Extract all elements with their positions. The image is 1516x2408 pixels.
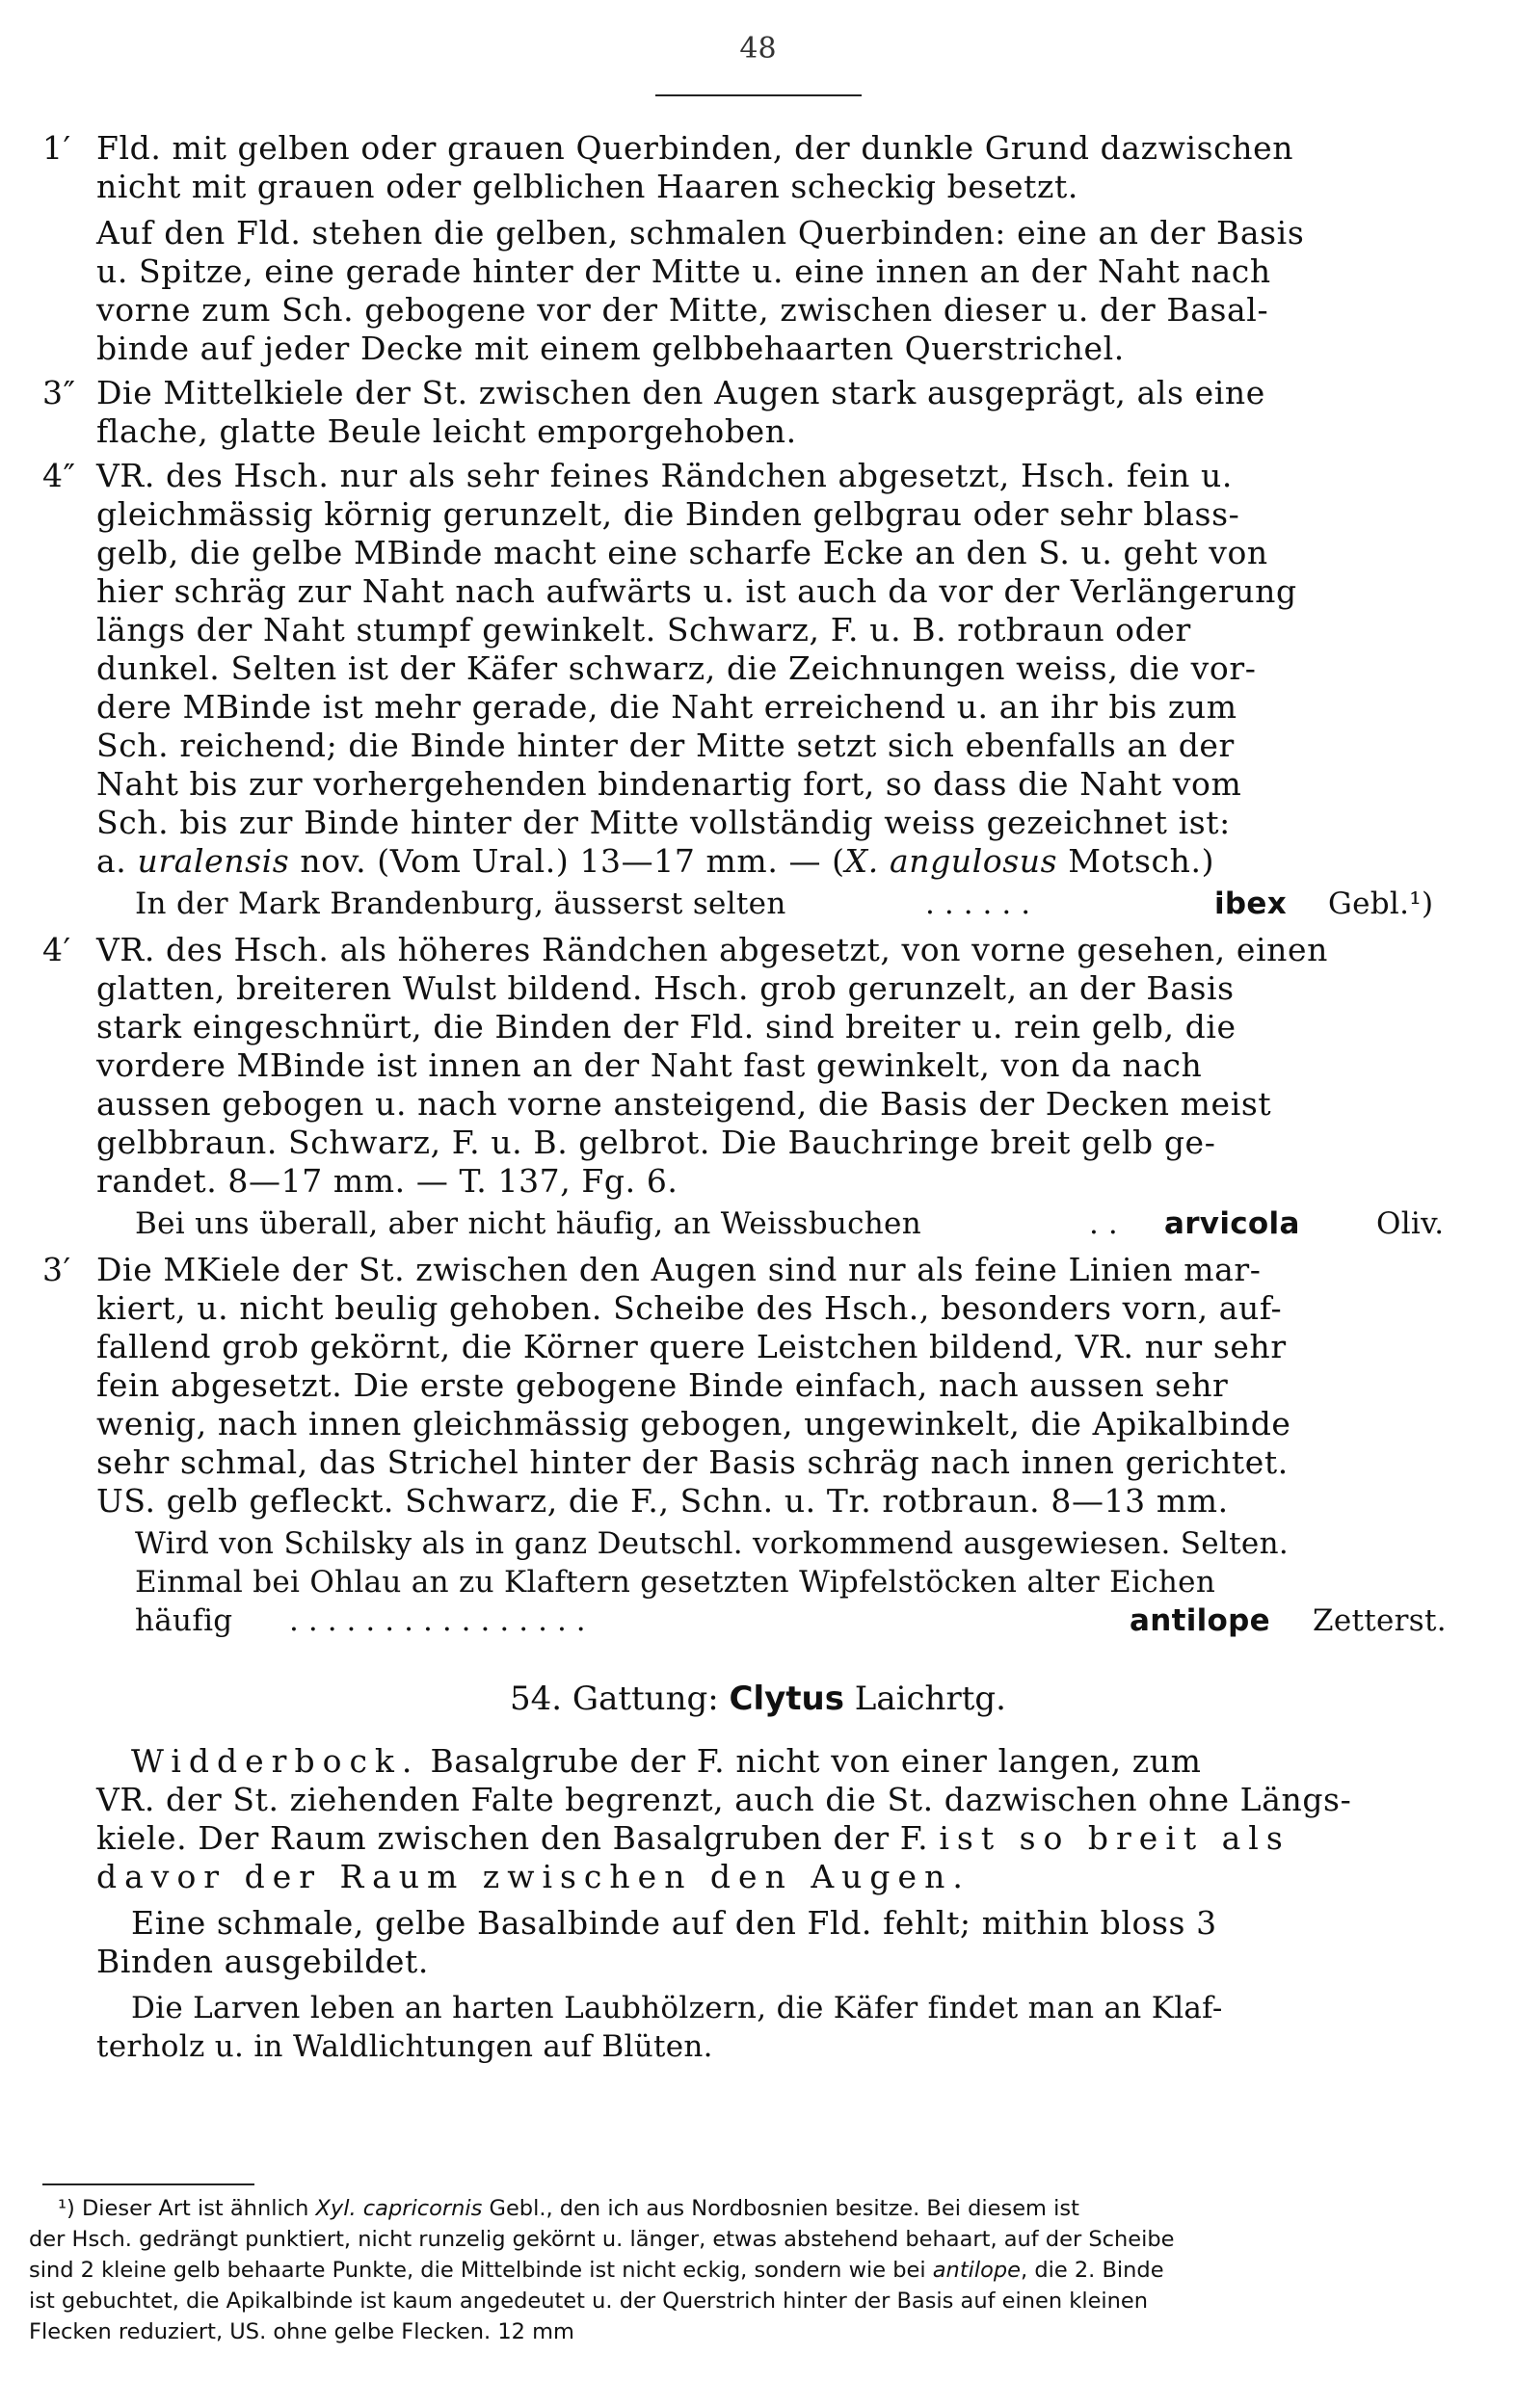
text: stark eingeschnürt, die Binden der Fld. sind breiter u. rein gelb, die — [96, 1008, 1237, 1045]
text: terholz u. in Waldlichtungen auf Blüten. — [96, 2029, 713, 2064]
text-line — [0, 1251, 1516, 1289]
leader-dots: .. — [1089, 1206, 1128, 1241]
text: ¹) Dieser Art ist ähnlich — [58, 2196, 316, 2221]
footnote-line — [0, 2255, 1516, 2286]
text — [96, 1819, 1290, 1858]
spaced-text: ist so breit als — [939, 1819, 1290, 1857]
text-line — [0, 885, 1516, 923]
leader-dots: ...... — [925, 886, 1041, 921]
text-line — [0, 1943, 1516, 1981]
text-line — [0, 1904, 1516, 1943]
text-line — [0, 727, 1516, 765]
text: aussen gebogen u. nach vorne ansteigend, die Basis der Decken meist — [96, 1085, 1272, 1123]
text-line — [0, 1204, 1516, 1243]
text-line — [0, 168, 1516, 206]
text: Der Raum zwischen den Basalgruben der F. — [198, 1819, 929, 1857]
text: ist gebuchtet, die Apikalbinde ist kaum angedeutet u. der Querstrich hinter der Basis auf einen kleinen — [29, 2289, 1149, 2314]
text: wenig, nach innen gleichmässig gebogen, ungewinkelt, die Apikalbinde — [96, 1405, 1291, 1442]
text: Fld. mit gelben oder grauen Querbinden, der dunkle Grund dazwischen — [96, 129, 1294, 167]
text-line — [0, 969, 1516, 1008]
text: Binden ausgebildet. — [96, 1943, 430, 1980]
text — [131, 1742, 1202, 1781]
text: VR. des Hsch. als höheres Rändchen abgesetzt, von vorne gesehen, einen — [96, 931, 1328, 968]
text — [58, 2193, 1079, 2224]
text-line — [0, 252, 1516, 291]
text: Gebl., den ich aus Nordbosnien besitze. Bei diesem ist — [482, 2196, 1079, 2221]
genus-author: Laichrtg. — [854, 1680, 1006, 1718]
key-marker: 4′ — [42, 931, 71, 968]
text-line — [0, 1989, 1516, 2027]
text-line — [0, 2027, 1516, 2066]
text: Wird von Schilsky als in ganz Deutschl. vorkommend ausgewiesen. Selten. — [135, 1526, 1289, 1561]
text: , die 2. Binde — [1021, 2258, 1164, 2283]
text: randet. 8—17 mm. — T. 137, Fg. 6. — [96, 1162, 678, 1200]
text-line — [0, 214, 1516, 252]
text — [29, 2255, 1164, 2286]
species-name: ibex — [1214, 886, 1288, 921]
text-line — [0, 611, 1516, 649]
synonym-italic: X. angulosus — [844, 842, 1058, 880]
text-line — [0, 330, 1516, 368]
text: hier schräg zur Naht nach aufwärts u. ist auch da vor der Verlängerung — [96, 572, 1297, 610]
text: Die Mittelkiele der St. zwischen den Augen stark ausgeprägt, als eine — [96, 374, 1265, 411]
genus-name: Clytus — [729, 1680, 844, 1718]
text-line — [0, 495, 1516, 534]
text-line — [0, 1601, 1516, 1640]
text-line — [0, 1124, 1516, 1162]
text: vordere MBinde ist innen an der Naht fast gewinkelt, von da nach — [96, 1046, 1203, 1084]
text-line — [0, 374, 1516, 412]
text-line — [0, 1482, 1516, 1521]
footnote-line — [0, 2286, 1516, 2316]
text-line — [0, 291, 1516, 330]
text-line — [0, 1819, 1516, 1858]
text-line — [0, 1366, 1516, 1405]
text: vorne zum Sch. gebogene vor der Mitte, zwischen dieser u. der Basal- — [96, 291, 1269, 329]
text: nicht mit grauen oder gelblichen Haaren scheckig besetzt. — [96, 168, 1078, 205]
text: nov. (Vom Ural.) 13—17 mm. — ( — [289, 842, 845, 880]
text: Motsch.) — [1057, 842, 1215, 880]
text-line — [0, 1008, 1516, 1046]
species-name-italic: antilope — [932, 2258, 1022, 2283]
text: In der Mark Brandenburg, äusserst selten — [135, 886, 786, 921]
spaced-text: davor der Raum zwischen den Augen. — [96, 1858, 971, 1895]
text: Einmal bei Ohlau an zu Klaftern gesetzten Wipfelstöcken alter Eichen — [135, 1565, 1216, 1600]
text-line — [0, 1443, 1516, 1482]
text-line — [0, 804, 1516, 842]
text: US. gelb gefleckt. Schwarz, die F., Schn. u. Tr. rotbraun. 8—13 mm. — [96, 1482, 1229, 1520]
text: fallend grob gekörnt, die Körner quere Leistchen bildend, VR. nur sehr — [96, 1328, 1287, 1365]
text: Bei uns überall, aber nicht häufig, an Weissbuchen — [135, 1206, 921, 1241]
text: VR. der St. ziehenden Falte begrenzt, auch die St. dazwischen ohne Längs- — [96, 1781, 1352, 1818]
footnote-line — [0, 2224, 1516, 2255]
text: binde auf jeder Decke mit einem gelbbehaarten Querstrichel. — [96, 330, 1125, 367]
text-line — [0, 1162, 1516, 1201]
text-line — [0, 1046, 1516, 1085]
text-line — [0, 572, 1516, 611]
text: häufig — [135, 1603, 233, 1638]
text: gelbbraun. Schwarz, F. u. B. gelbrot. Die Bauchringe breit gelb ge- — [96, 1124, 1216, 1161]
text-line — [0, 1563, 1516, 1601]
text-line — [0, 1328, 1516, 1366]
text-line — [0, 1781, 1516, 1819]
text-line — [0, 1289, 1516, 1328]
text-line — [0, 457, 1516, 495]
text-line — [0, 534, 1516, 572]
text: VR. des Hsch. nur als sehr feines Rändchen abgesetzt, Hsch. fein u. — [96, 457, 1233, 494]
genus-prefix: 54. Gattung: — [510, 1680, 719, 1718]
species-author: Gebl.¹) — [1328, 886, 1434, 921]
text: gelb, die gelbe MBinde macht eine scharfe Ecke an den S. u. geht von — [96, 534, 1268, 571]
text-line — [0, 931, 1516, 969]
text-line — [0, 129, 1516, 168]
text: Basalgrube der F. nicht von einer langen, zum — [430, 1742, 1202, 1780]
text-line — [0, 688, 1516, 727]
header-rule — [655, 94, 862, 96]
text: dunkel. Selten ist der Käfer schwarz, die Zeichnungen weiss, die vor- — [96, 649, 1257, 687]
text: glatten, breiteren Wulst bildend. Hsch. grob gerunzelt, an der Basis — [96, 969, 1235, 1007]
genus-heading — [0, 1679, 1516, 1719]
footnote-rule — [42, 2183, 254, 2185]
text-line — [0, 1405, 1516, 1443]
text: kiert, u. nicht beulig gehoben. Scheibe des Hsch., besonders vorn, auf- — [96, 1289, 1283, 1327]
text: u. Spitze, eine gerade hinter der Mitte u. eine innen an der Naht nach — [96, 252, 1271, 290]
text-line — [0, 412, 1516, 451]
text: Die MKiele der St. zwischen den Augen sind nur als feine Linien mar- — [96, 1251, 1262, 1288]
footnote-line — [0, 2316, 1516, 2347]
text: Eine schmale, gelbe Basalbinde auf den Fld. fehlt; mithin bloss 3 — [131, 1904, 1217, 1942]
text: flache, glatte Beule leicht emporgehoben. — [96, 412, 797, 450]
text: a. — [96, 842, 138, 880]
common-name-spaced: Widderbock. — [131, 1742, 420, 1780]
text-line — [0, 1858, 1516, 1896]
text: Flecken reduziert, US. ohne gelbe Flecken. 12 mm — [29, 2319, 574, 2344]
key-marker: 1′ — [42, 129, 71, 167]
text-line — [0, 649, 1516, 688]
text: sehr schmal, das Strichel hinter der Basis schräg nach innen gerichtet. — [96, 1443, 1289, 1481]
species-author: Oliv. — [1376, 1206, 1445, 1241]
page-number: 48 — [739, 32, 777, 66]
text: Sch. reichend; die Binde hinter der Mitte setzt sich ebenfalls an der — [96, 727, 1235, 764]
text-line — [0, 842, 1516, 881]
species-name: antilope — [1130, 1603, 1270, 1638]
leader-dots: ................ — [289, 1603, 596, 1638]
text — [96, 842, 1214, 881]
footnote-line — [0, 2193, 1516, 2224]
text: Auf den Fld. stehen die gelben, schmalen Querbinden: eine an der Basis — [96, 214, 1305, 251]
text: Naht bis zur vorhergehenden bindenartig fort, so dass die Naht vom — [96, 765, 1242, 803]
text-line — [0, 765, 1516, 804]
text: der Hsch. gedrängt punktiert, nicht runzelig gekörnt u. länger, etwas abstehend behaart, auf der Scheibe — [29, 2227, 1175, 2252]
text: kiele. — [96, 1819, 188, 1857]
text: Die Larven leben an harten Laubhölzern, die Käfer findet man an Klaf- — [131, 1991, 1223, 2025]
text: Sch. bis zur Binde hinter der Mitte vollständig weiss gezeichnet ist: — [96, 804, 1231, 841]
species-name-italic: Xyl. capricornis — [315, 2196, 483, 2221]
text: dere MBinde ist mehr gerade, die Naht erreichend u. an ihr bis zum — [96, 688, 1237, 726]
text: gleichmässig körnig gerunzelt, die Binden gelbgrau oder sehr blass- — [96, 495, 1240, 533]
species-name: arvicola — [1164, 1206, 1300, 1241]
text: fein abgesetzt. Die erste gebogene Binde einfach, nach aussen sehr — [96, 1366, 1229, 1404]
text-line — [0, 1524, 1516, 1563]
key-marker: 4″ — [42, 457, 76, 494]
species-author: Zetterst. — [1313, 1603, 1447, 1638]
species-name-italic: uralensis — [137, 842, 290, 880]
key-marker: 3′ — [42, 1251, 71, 1288]
text-line — [0, 1742, 1516, 1781]
text-line — [0, 1085, 1516, 1124]
key-marker: 3″ — [42, 374, 76, 411]
text: sind 2 kleine gelb behaarte Punkte, die Mittelbinde ist nicht eckig, sondern wie bei — [29, 2258, 933, 2283]
text: längs der Naht stumpf gewinkelt. Schwarz, F. u. B. rotbraun oder — [96, 611, 1191, 648]
